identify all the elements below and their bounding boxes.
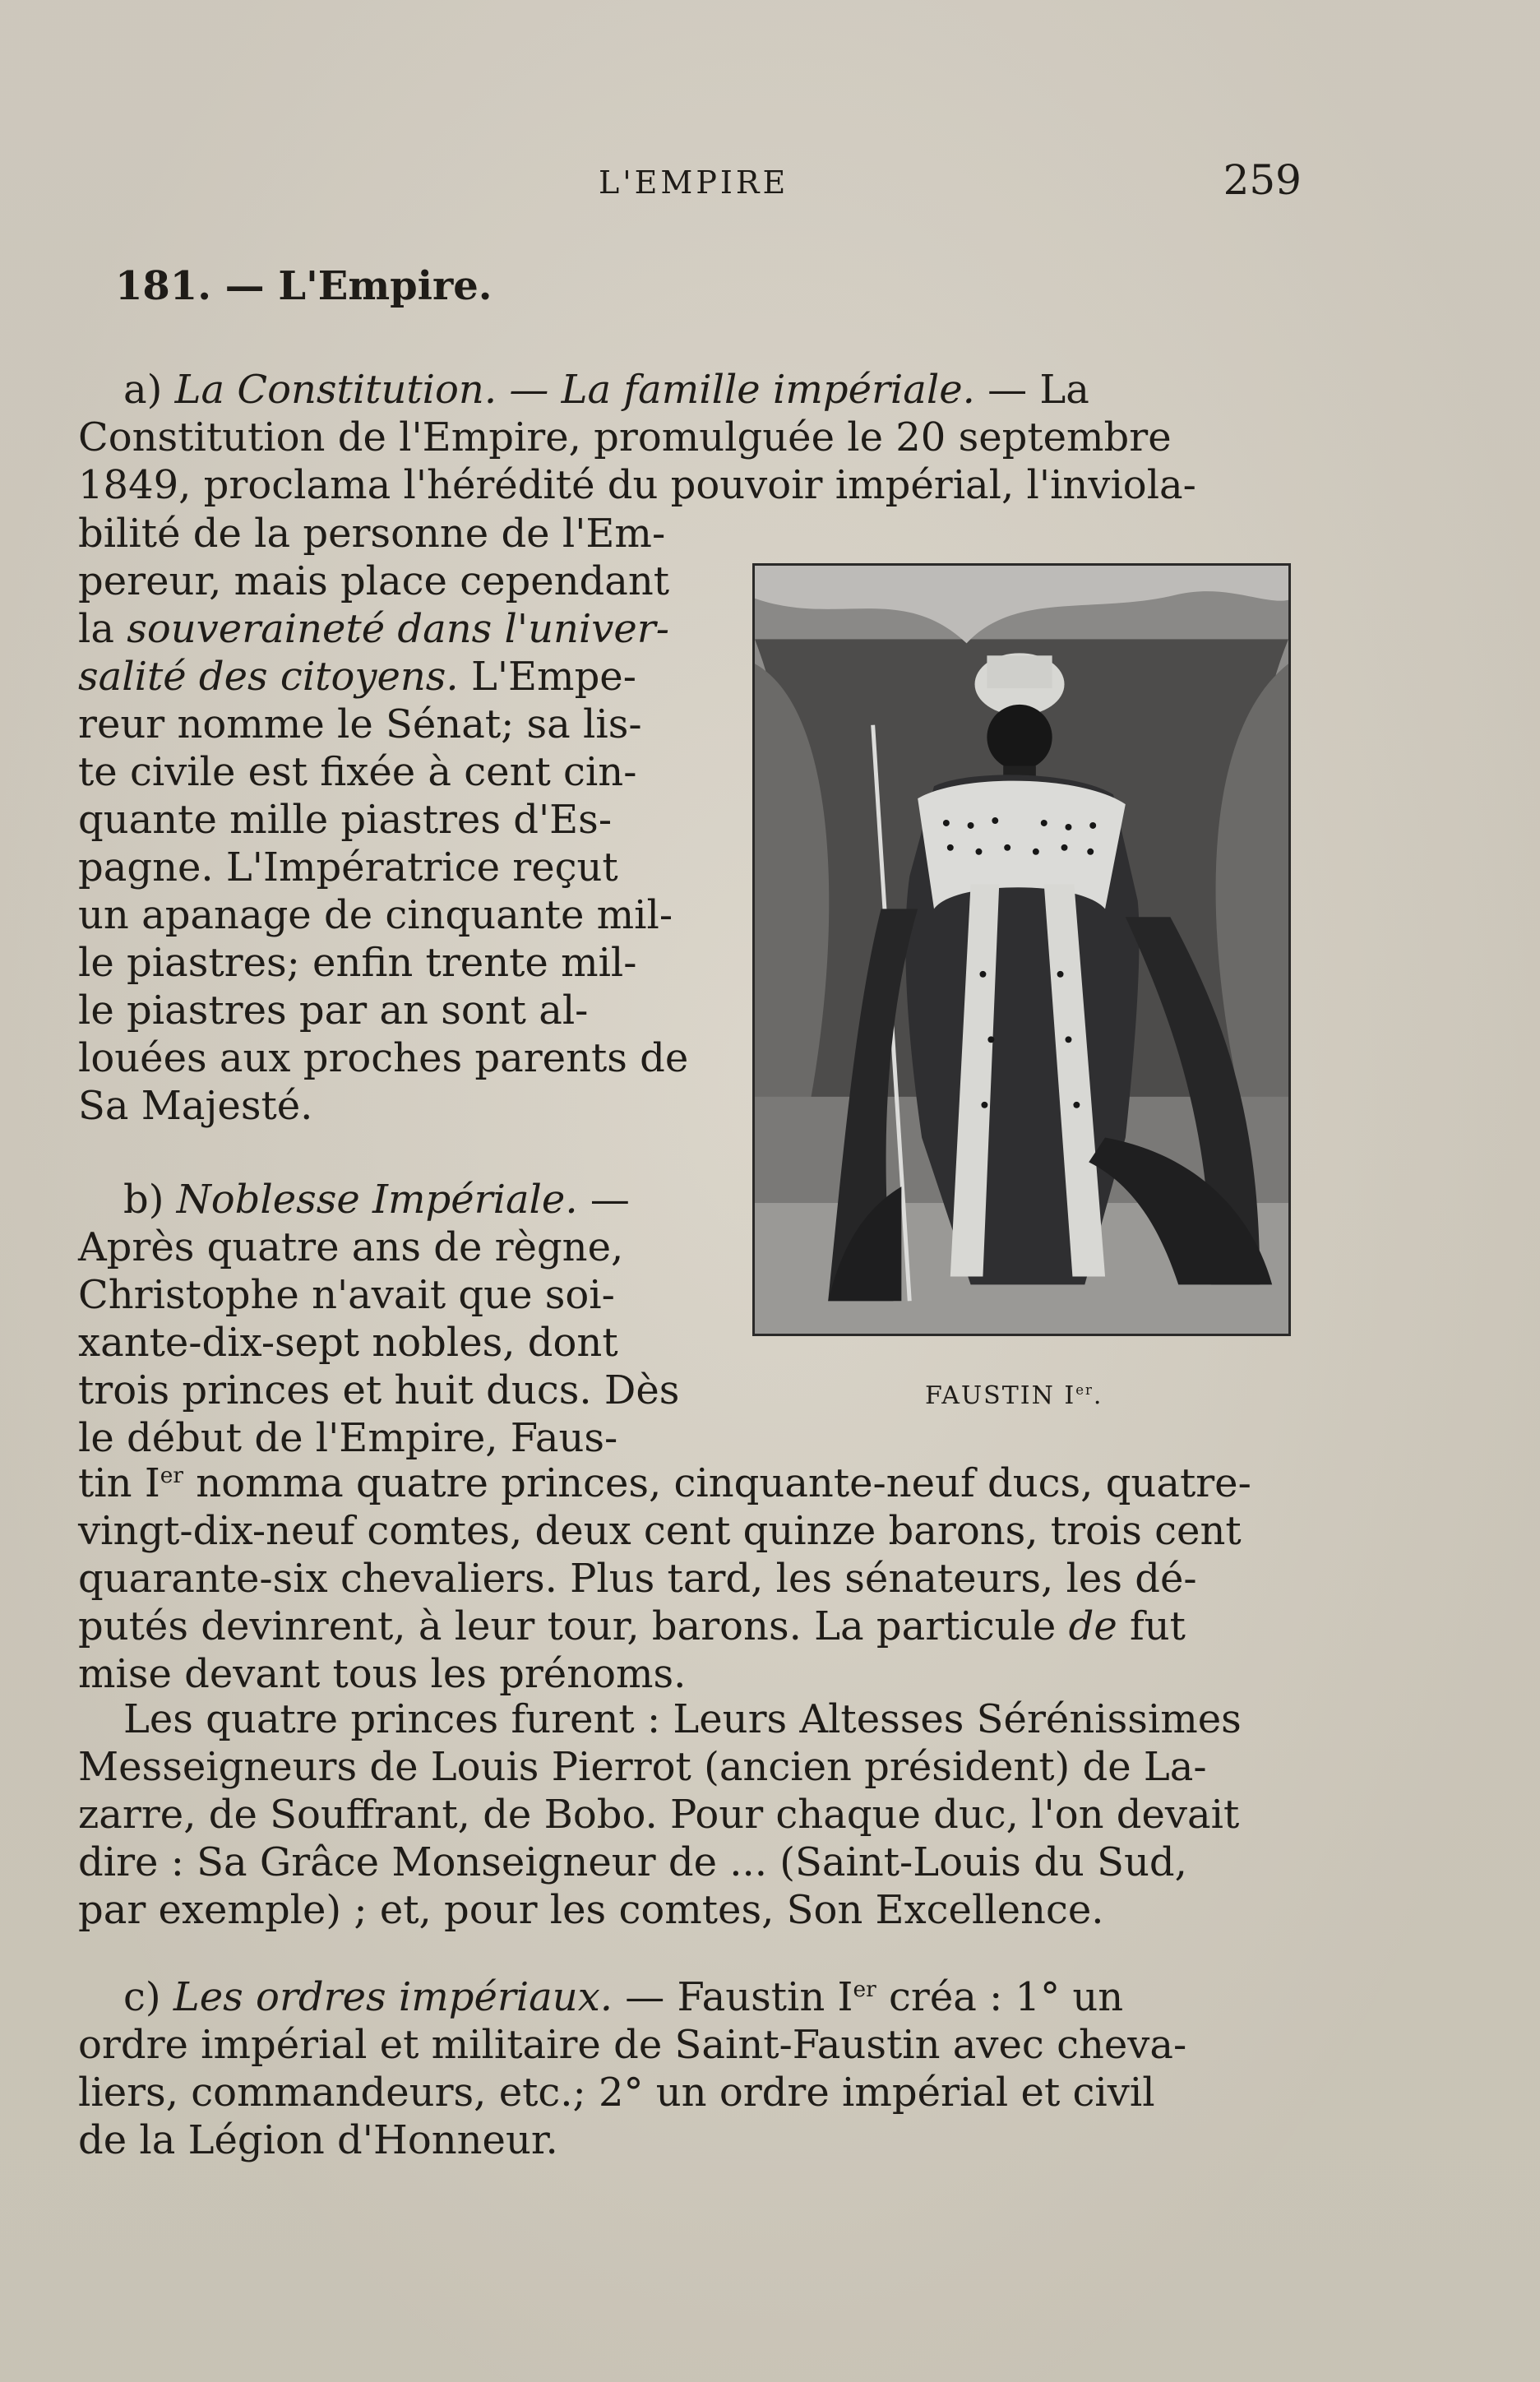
paragraph-a-wrapped-line [78, 653, 703, 701]
paragraph-a-wrapped-line [78, 605, 703, 653]
figure-caption [925, 1381, 1103, 1410]
paragraph-b-second-line: zarre, de Souffrant, de Bobo. Pour chaque duc, l'on devait [78, 1792, 1240, 1838]
paragraph-a-wrapped-line: te civile est fixée à cent cin- [78, 749, 637, 795]
paragraph-a-intro [78, 366, 1295, 509]
faustin-portrait [752, 563, 1291, 1336]
paragraph-a-tail: — La [974, 367, 1089, 413]
italic-run: salité des citoyens. [78, 654, 459, 700]
paragraph-a-wrapped-line: quante mille piastres d'Es- [78, 797, 613, 843]
text-run: — Faustin I [613, 1974, 853, 2020]
paragraph-c-heading: Les ordres impériaux. [173, 1974, 613, 2020]
paragraph-b-full-line: vingt-dix-neuf comtes, deux cent quinze barons, trois cent [78, 1508, 1242, 1554]
paragraph-b-wrapped-line: Christophe n'avait que soi- [78, 1272, 615, 1318]
text-run: nomma quatre princes, cinquante-neuf ducs, quatre- [183, 1460, 1251, 1506]
paragraph-a-wrapped-line: reur nomme le Sénat; sa lis- [78, 701, 642, 747]
paragraph-b-second-line: Messeigneurs de Louis Pierrot (ancien président) de La- [78, 1744, 1207, 1790]
paragraph-a-wrapped-line: Sa Majesté. [78, 1083, 313, 1129]
paragraph-b-second [78, 1695, 1295, 1934]
running-head: L'EMPIRE [599, 164, 789, 201]
text-run: créa : 1° un [876, 1974, 1124, 2020]
superscript-run: er [853, 1977, 876, 2002]
italic-run: souveraineté dans l'univer- [127, 606, 669, 652]
text-run: la [78, 606, 127, 652]
paragraph-b-full-line [78, 1459, 1295, 1507]
paragraph-a-label: a) [123, 367, 175, 413]
text-run: tin I [78, 1460, 160, 1506]
paragraph-a-line-1 [78, 366, 1295, 414]
paragraph-c-line: liers, commandeurs, etc.; 2° un ordre impérial et civil [78, 2070, 1155, 2116]
paragraph-c-line: ordre impérial et militaire de Saint-Faustin avec cheva- [78, 2022, 1187, 2068]
paragraph-b-wrapped-line: le début de l'Empire, Faus- [78, 1415, 618, 1461]
paragraph-a-wrapped-line: un apanage de cinquante mil- [78, 892, 673, 938]
figure-caption-sup: er [1075, 1382, 1094, 1398]
paragraph-a-wrapped [78, 510, 703, 1130]
paragraph-a-wrapped-line: bilité de la personne de l'Em- [78, 511, 666, 557]
paragraph-b-full [78, 1459, 1295, 1698]
paragraph-b-line-1 [78, 1176, 703, 1223]
paragraph-b-wrapped-line: Après quatre ans de règne, [78, 1224, 624, 1270]
paragraph-b-heading: Noblesse Impériale. [176, 1177, 578, 1223]
page-number: 259 [1223, 156, 1302, 204]
italic-run: de [1068, 1603, 1117, 1649]
paragraph-b-tail: — [577, 1177, 630, 1223]
paragraph-c [78, 1973, 1295, 2164]
paragraph-a-wrapped-line: pagne. L'Impératrice reçut [78, 844, 618, 890]
paragraph-b-full-line: mise devant tous les prénoms. [78, 1651, 687, 1697]
paragraph-c-label: c) [123, 1974, 173, 2020]
paragraph-b-full-line [78, 1603, 1295, 1650]
paragraph-a-wrapped-line: le piastres par an sont al- [78, 987, 589, 1034]
paragraph-b-second-line: par exemple) ; et, pour les comtes, Son Excellence. [78, 1887, 1104, 1933]
paragraph-b-second-line: Les quatre princes furent : Leurs Altesses Sérénissimes [123, 1696, 1242, 1742]
paragraph-a-line-3: 1849, proclama l'hérédité du pouvoir impérial, l'inviola- [78, 462, 1196, 508]
paragraph-a-line-2: Constitution de l'Empire, promulguée le 20 septembre [78, 414, 1172, 460]
paragraph-a-wrapped-line: le piastres; enfin trente mil- [78, 940, 637, 986]
superscript-run: er [160, 1463, 184, 1488]
paragraph-b-wrapped-line: xante-dix-sept nobles, dont [78, 1320, 618, 1366]
paragraph-a-heading: La Constitution. — La famille impériale. [174, 367, 975, 413]
text-run: L'Empe- [458, 654, 636, 700]
paragraph-a-wrapped-line: louées aux proches parents de [78, 1035, 689, 1081]
section-title: 181. — L'Empire. [115, 263, 493, 309]
paragraph-a-wrapped-line: pereur, mais place cependant [78, 558, 670, 604]
paragraph-b-label: b) [123, 1177, 177, 1223]
paragraph-b-second-line: dire : Sa Grâce Monseigneur de ... (Saint-Louis du Sud, [78, 1839, 1187, 1885]
paragraph-b-full-line: quarante-six chevaliers. Plus tard, les sénateurs, les dé- [78, 1556, 1197, 1602]
paragraph-b-wrapped [78, 1176, 703, 1462]
faustin-portrait-illustration [755, 566, 1288, 1334]
paragraph-c-line-1 [78, 1973, 1295, 2021]
paragraph-c-line: de la Légion d'Honneur. [78, 2117, 558, 2163]
figure-caption-end: . [1093, 1381, 1103, 1410]
text-run: putés devinrent, à leur tour, barons. La particule [78, 1603, 1069, 1649]
paragraph-b-wrapped-line: trois princes et huit ducs. Dès [78, 1367, 680, 1413]
figure-caption-text: FAUSTIN I [925, 1381, 1076, 1410]
text-run: fut [1117, 1603, 1186, 1649]
